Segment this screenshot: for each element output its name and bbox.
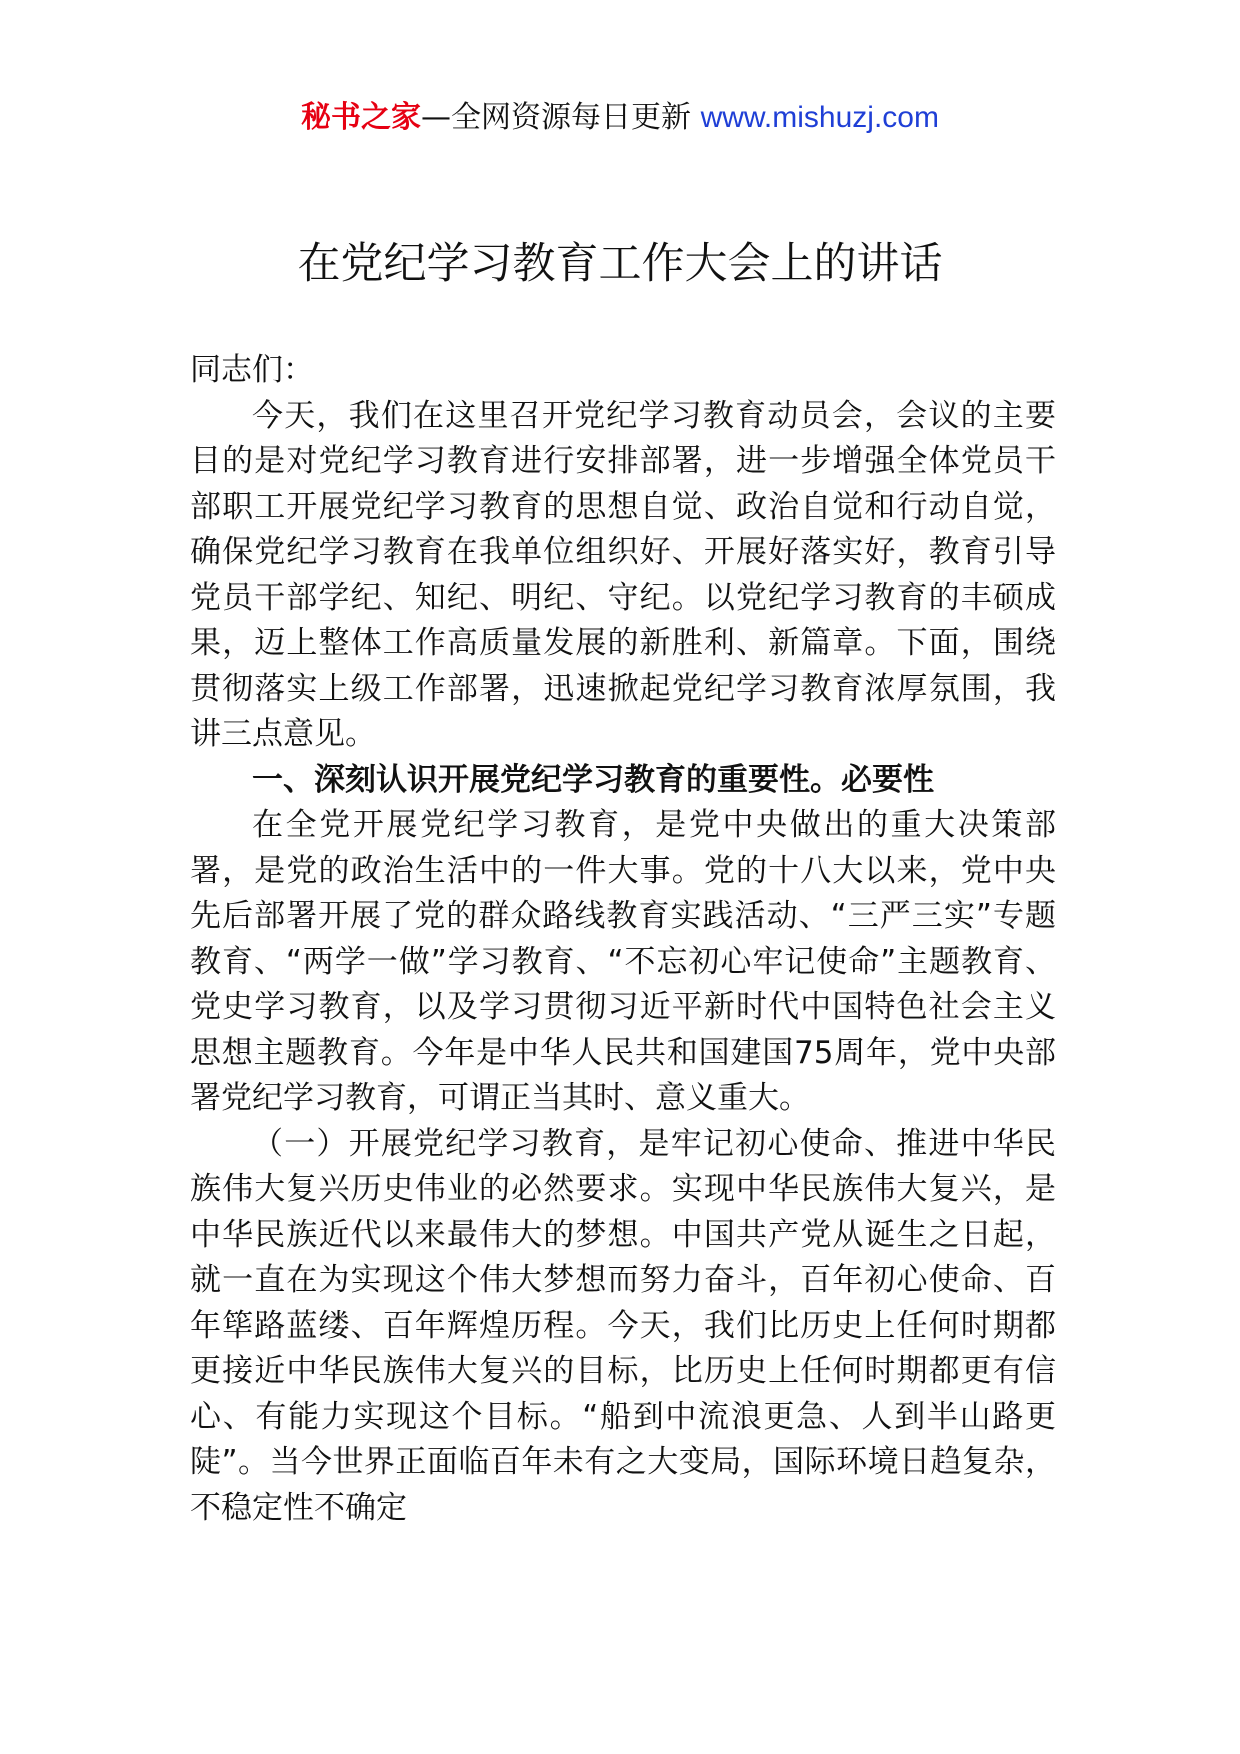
paragraph-section-1: 在全党开展党纪学习教育，是党中央做出的重大决策部署，是党的政治生活中的一件大事。党的十八大以来，党中央先后部署开展了党的群众路线教育实践活动、“三严三实”专题教育、“两学一做”学习教育、“不忘初心牢记使命”主题教育、党史学习教育，以及学习贯彻习近平新时代中国特色社会主义思想主题教育。今年是中华人民共和国建国75周年，党中央部署党纪学习教育，可谓正当其时、意义重大。	[190, 807, 1056, 1116]
paragraph-subsection-1: （一）开展党纪学习教育，是牢记初心使命、推进中华民族伟大复兴历史伟业的必然要求。实现中华民族伟大复兴，是中华民族近代以来最伟大的梦想。中国共产党从诞生之日起，就一直在为实现这个伟大梦想而努力奋斗，百年初心使命、百年筚路蓝缕、百年辉煌历程。今天，我们比历史上任何时期都更接近中华民族伟大复兴的目标，比历史上任何时期都更有信心、有能力实现这个目标。“船到中流浪更急、人到半山路更陡”。当今世界正面临百年未有之大变局，国际环境日趋复杂，不稳定性不确定	[190, 1125, 1056, 1526]
document-title: 在党纪学习教育工作大会上的讲话	[297, 239, 943, 289]
site-header	[0, 98, 1240, 138]
salutation: 同志们：	[190, 352, 314, 388]
section-heading-1: 一、深刻认识开展党纪学习教育的重要性。必要性	[252, 761, 934, 798]
header-slogan: —全网资源每日更新	[421, 100, 701, 135]
document-body	[190, 348, 1056, 1531]
site-url-link[interactable]: www.mishuzj.com	[700, 101, 939, 134]
brand-name: 秘书之家	[301, 100, 422, 135]
paragraph-intro: 今天，我们在这里召开党纪学习教育动员会，会议的主要目的是对党纪学习教育进行安排部署，进一步增强全体党员干部职工开展党纪学习教育的思想自觉、政治自觉和行动自觉，确保党纪学习教育在我单位组织好、开展好落实好，教育引导党员干部学纪、知纪、明纪、守纪。以党纪学习教育的丰硕成果，迈上整体工作高质量发展的新胜利、新篇章。下面，围绕贯彻落实上级工作部署，迅速掀起党纪学习教育浓厚氛围，我讲三点意见。	[190, 397, 1056, 752]
